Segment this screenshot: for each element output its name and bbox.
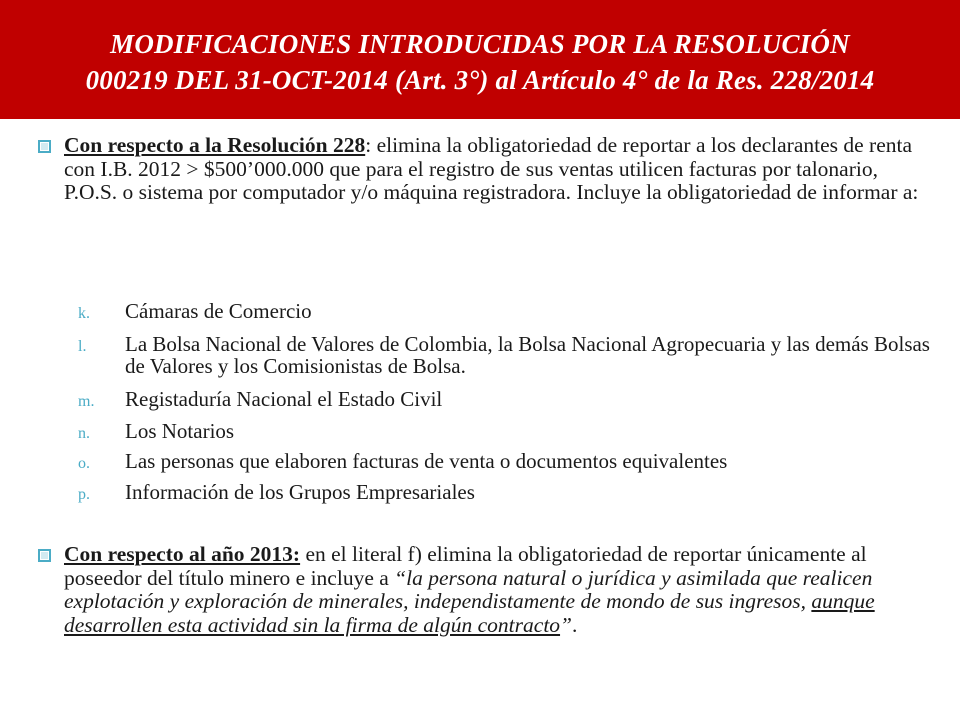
paragraph-2-body: en el literal f) elimina la obligatoriedad de reportar únicamente al poseedor del título minero e incluye a — [64, 542, 867, 590]
quote-close: ” — [560, 612, 573, 637]
slide-title-line-1: MODIFICACIONES INTRODUCIDAS POR LA RESOLUCIÓN — [110, 28, 850, 59]
list-marker: o. — [78, 455, 90, 472]
paragraph-1-lead: Con respecto a la Resolución 228 — [64, 133, 366, 157]
quote-underlined-text: aunque desarrollen esta actividad sin la firma de algún contracto — [64, 589, 875, 637]
paragraph-1-colon: : — [365, 133, 372, 157]
list-item — [78, 300, 938, 322]
paragraph-resolucion-228 — [64, 134, 924, 205]
slide-title-line-2: 000219 DEL 31-OCT-2014 (Art. 3°) al Artículo 4° de la Res. 228/2014 — [85, 64, 875, 95]
quote-italic-text: la persona natural o jurídica y asimilada que realicen explotación y exploración de minerales, independistamente de mondo de sus ingresos, — [64, 565, 873, 613]
list-marker: m. — [78, 393, 95, 410]
list-marker: k. — [78, 305, 90, 322]
paragraph-2-lead: Con respecto al año 2013: — [64, 542, 301, 566]
list-item — [78, 481, 938, 503]
paragraph-1-body: elimina la obligatoriedad de reportar a los declarantes de renta con I.B. 2012 > $500’000.000 que para el registro de sus ventas utilicen facturas por talonario, P.O.S. o sistema por computador y/o máquina registradora. Incluye la obligatoriedad de informar a: — [64, 133, 919, 204]
list-item — [78, 388, 938, 410]
list-item — [78, 420, 938, 442]
list-marker: p. — [78, 486, 90, 503]
list-item — [78, 450, 938, 472]
list-item-text: Información de los Grupos Empresariales — [125, 480, 475, 504]
list-marker: l. — [78, 338, 87, 355]
paragraph-ano-2013 — [64, 543, 924, 637]
quote-open: “ — [394, 565, 407, 590]
list-item-text: Las personas que elaboren facturas de venta o documentos equivalentes — [125, 449, 728, 473]
hollow-square-bullet-icon — [38, 140, 51, 153]
list-item — [78, 333, 938, 377]
list-item-text: Registaduría Nacional el Estado Civil — [125, 387, 443, 411]
hollow-square-bullet-icon — [38, 549, 51, 562]
list-item-text: Cámaras de Comercio — [125, 299, 312, 323]
list-marker: n. — [78, 425, 90, 442]
paragraph-2-end: . — [572, 612, 578, 637]
list-item-text: Los Notarios — [125, 419, 235, 443]
list-item-text: La Bolsa Nacional de Valores de Colombia, la Bolsa Nacional Agropecuaria y las demás Bolsas de Valores y los Comisionistas de Bolsa. — [125, 332, 930, 378]
